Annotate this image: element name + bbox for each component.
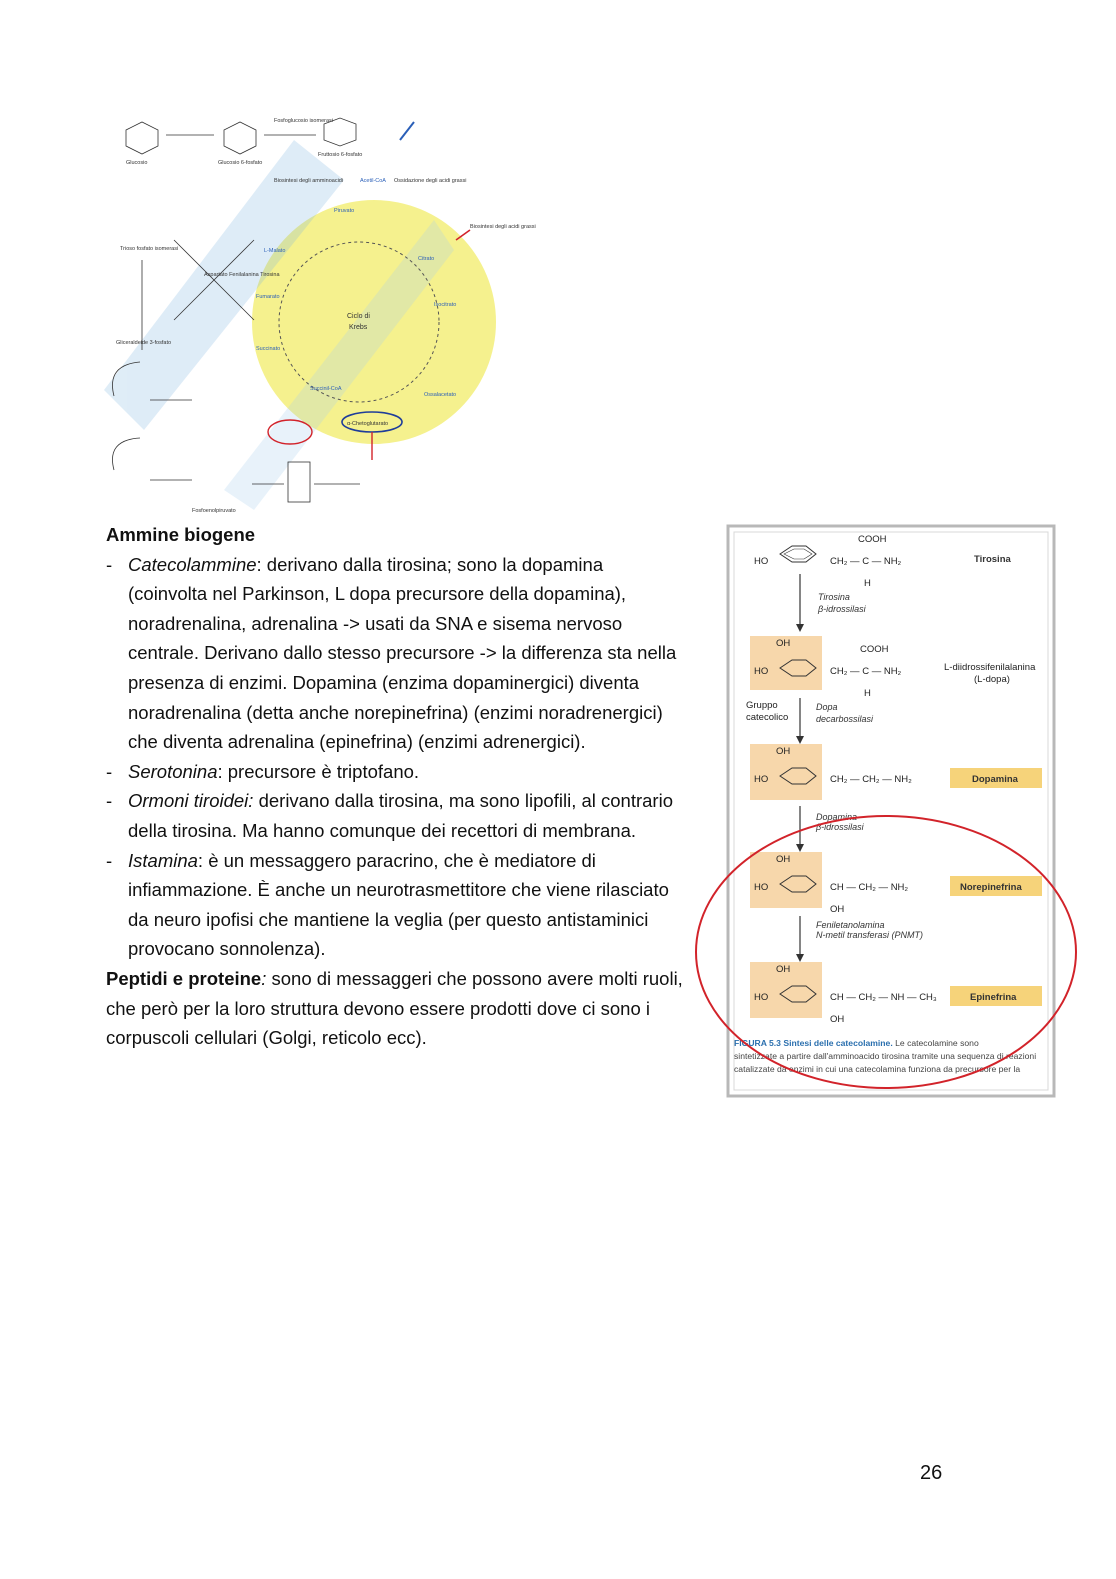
svg-text:HO: HO [754,666,769,677]
paragraph-peptidi [106,964,686,1053]
term-istamina: Istamina [128,849,198,871]
label-ldopa-1: L-diidrossifenilalanina [944,662,1036,673]
section-title-ammine-biogene: Ammine biogene [106,524,256,545]
label-dopamina: Dopamina [972,774,1018,785]
label-gliceraldeide-3-fosfato: Gliceraldeide 3-fosfato [116,340,172,346]
svg-text:COOH: COOH [858,534,887,545]
krebs-cycle-figure [104,100,536,518]
label-fruttosio-6-fosfato: Fruttosio 6-fosfato [318,152,363,158]
enzyme-1b: β-idrossilasi [818,604,866,614]
label-trioso-fosfato: Trioso fosfato isomerasi [120,246,179,252]
svg-text:OH: OH [776,964,791,975]
figure-caption-line-3: catalizzate da enzimi in cui una catecolamina funziona da precursore per la [734,1064,1021,1074]
term-peptidi-proteine: Peptidi e proteine [106,967,262,989]
item-body: : è un messaggero paracrino, che è mediatore di infiammazione. È anche un neurotrasmettitore che viene rilasciato da neuro ipofisi che mantiene la veglia (per questo antistaminici provocano sonnolenza). [128,849,669,960]
catecholamine-synthesis-figure [688,518,1084,1100]
label-fumarato: Fumarato [256,294,280,300]
svg-text:H: H [864,578,871,589]
enzyme-4b: N-metil transferasi (PNMT) [816,930,924,940]
svg-text:OH: OH [830,904,845,915]
svg-text:OH: OH [776,746,791,757]
svg-text:CH — CH₂ — NH₂: CH — CH₂ — NH₂ [830,882,909,893]
svg-text:CH — CH₂ — NH — CH₃: CH — CH₂ — NH — CH₃ [830,992,937,1003]
svg-text:COOH: COOH [860,644,889,655]
enzyme-2b: decarbossilasi [816,714,874,724]
label-catecolico: catecolico [746,712,789,723]
label-biosintesi-amminoacidi: Biosintesi degli amminoacidi [274,178,344,184]
colon: : [261,967,267,989]
label-epinefrina: Epinefrina [970,992,1017,1003]
svg-text:CH₂ — C — NH₂: CH₂ — C — NH₂ [830,556,902,567]
label-glucosio: Glucosio [126,160,148,166]
item-body: : precursore è triptofano. [217,760,420,782]
body-text [106,520,686,1053]
svg-text:HO: HO [754,992,769,1003]
svg-text:CH₂ — CH₂ — NH₂: CH₂ — CH₂ — NH₂ [830,774,912,785]
label-succinato: Succinato [256,346,281,352]
label-tirosina: Tirosina [974,554,1011,565]
svg-text:CH₂ — C — NH₂: CH₂ — C — NH₂ [830,666,902,677]
list-item [106,786,686,845]
label-isocitrato: Isocitrato [434,302,457,308]
enzyme-3b: β-idrossilasi [816,822,864,832]
page-number: 26 [920,1462,943,1484]
label-ossalacetato: Ossalacetato [424,392,457,398]
krebs-center-label-1: Ciclo di [347,313,370,320]
svg-text:OH: OH [776,638,791,649]
enzyme-4a: Feniletanolamina [816,920,885,930]
label-malato: L-Malato [264,248,286,254]
label-succinil-coa: Succinil-CoA [310,386,342,392]
label-acetil-coa: Acetil-CoA [360,178,386,184]
label-biosintesi-acidi-grassi: Biosintesi degli acidi grassi [470,224,536,230]
term-ormoni-tiroidei: Ormoni tiroidei: [128,790,254,812]
label-aspartato: Aspartato Fenilalanina Tirosina [204,272,280,278]
list-item [106,550,686,757]
svg-text:OH: OH [776,854,791,865]
paragraph-body: sono di messaggeri che possono avere molti ruoli, che però per la loro struttura devono essere prodotti dove ci sono i corpuscoli cellulari (Golgi, reticolo ecc). [106,967,683,1049]
label-piruvato: Piruvato [334,208,355,214]
krebs-center-label-2: Krebs [349,324,368,331]
svg-text:HO: HO [754,882,769,893]
label-alfa-chetoglutarato: α-Chetoglutarato [347,421,389,427]
figure-caption-line-1: FIGURA 5.3 Sintesi delle catecolamine. Le catecolamine sono [734,1038,979,1048]
svg-text:H: H [864,688,871,699]
amine-list [106,550,686,964]
label-gruppo: Gruppo [746,700,778,711]
label-citrato: Citrato [418,256,435,262]
svg-text:HO: HO [754,774,769,785]
figure-caption-line-2: sintetizzate a partire dall'amminoacido tirosina tramite una sequenza di reazioni [734,1051,1037,1061]
list-item [106,846,686,964]
term-serotonina: Serotonina [128,760,218,782]
item-body: : derivano dalla tirosina; sono la dopamina (coinvolta nel Parkinson, L dopa precursore della dopamina), noradrenalina, adrenalina -> usati da SNA e sisema nervoso centrale. Derivano dallo stesso precursore -> la differenza sta nella presenza di enzimi. Dopamina (enzima dopaminergici) diventa noradrenalina (detta anche norepinefrina) (enzimi noradrenergici) che diventa adrenalina (epinefrina) (enzimi adrenergici). [128,553,677,753]
label-glucosio-6-fosfato: Glucosio 6-fosfato [218,160,263,166]
label-ldopa-2: (L-dopa) [974,674,1010,685]
label-norepinefrina: Norepinefrina [960,882,1022,893]
item-body: derivano dalla tirosina, ma sono lipofili, al contrario della tirosina. Ma hanno comunque dei recettori di membrana. [128,790,673,841]
enzyme-1a: Tirosina [818,592,850,602]
label-fosfoglucosio-isomerasi: Fosfoglucosio isomerasi [274,118,333,124]
label-ossidazione-acidi-grassi: Ossidazione degli acidi grassi [394,178,467,184]
label-fosfoenolpiruvato: Fosfoenolpiruvato [192,508,236,514]
list-item [106,757,686,787]
svg-text:HO: HO [754,556,769,567]
enzyme-2a: Dopa [816,702,838,712]
svg-text:OH: OH [830,1014,845,1025]
term-catecolammine: Catecolammine [128,553,257,575]
enzyme-3a: Dopamina [816,812,858,822]
